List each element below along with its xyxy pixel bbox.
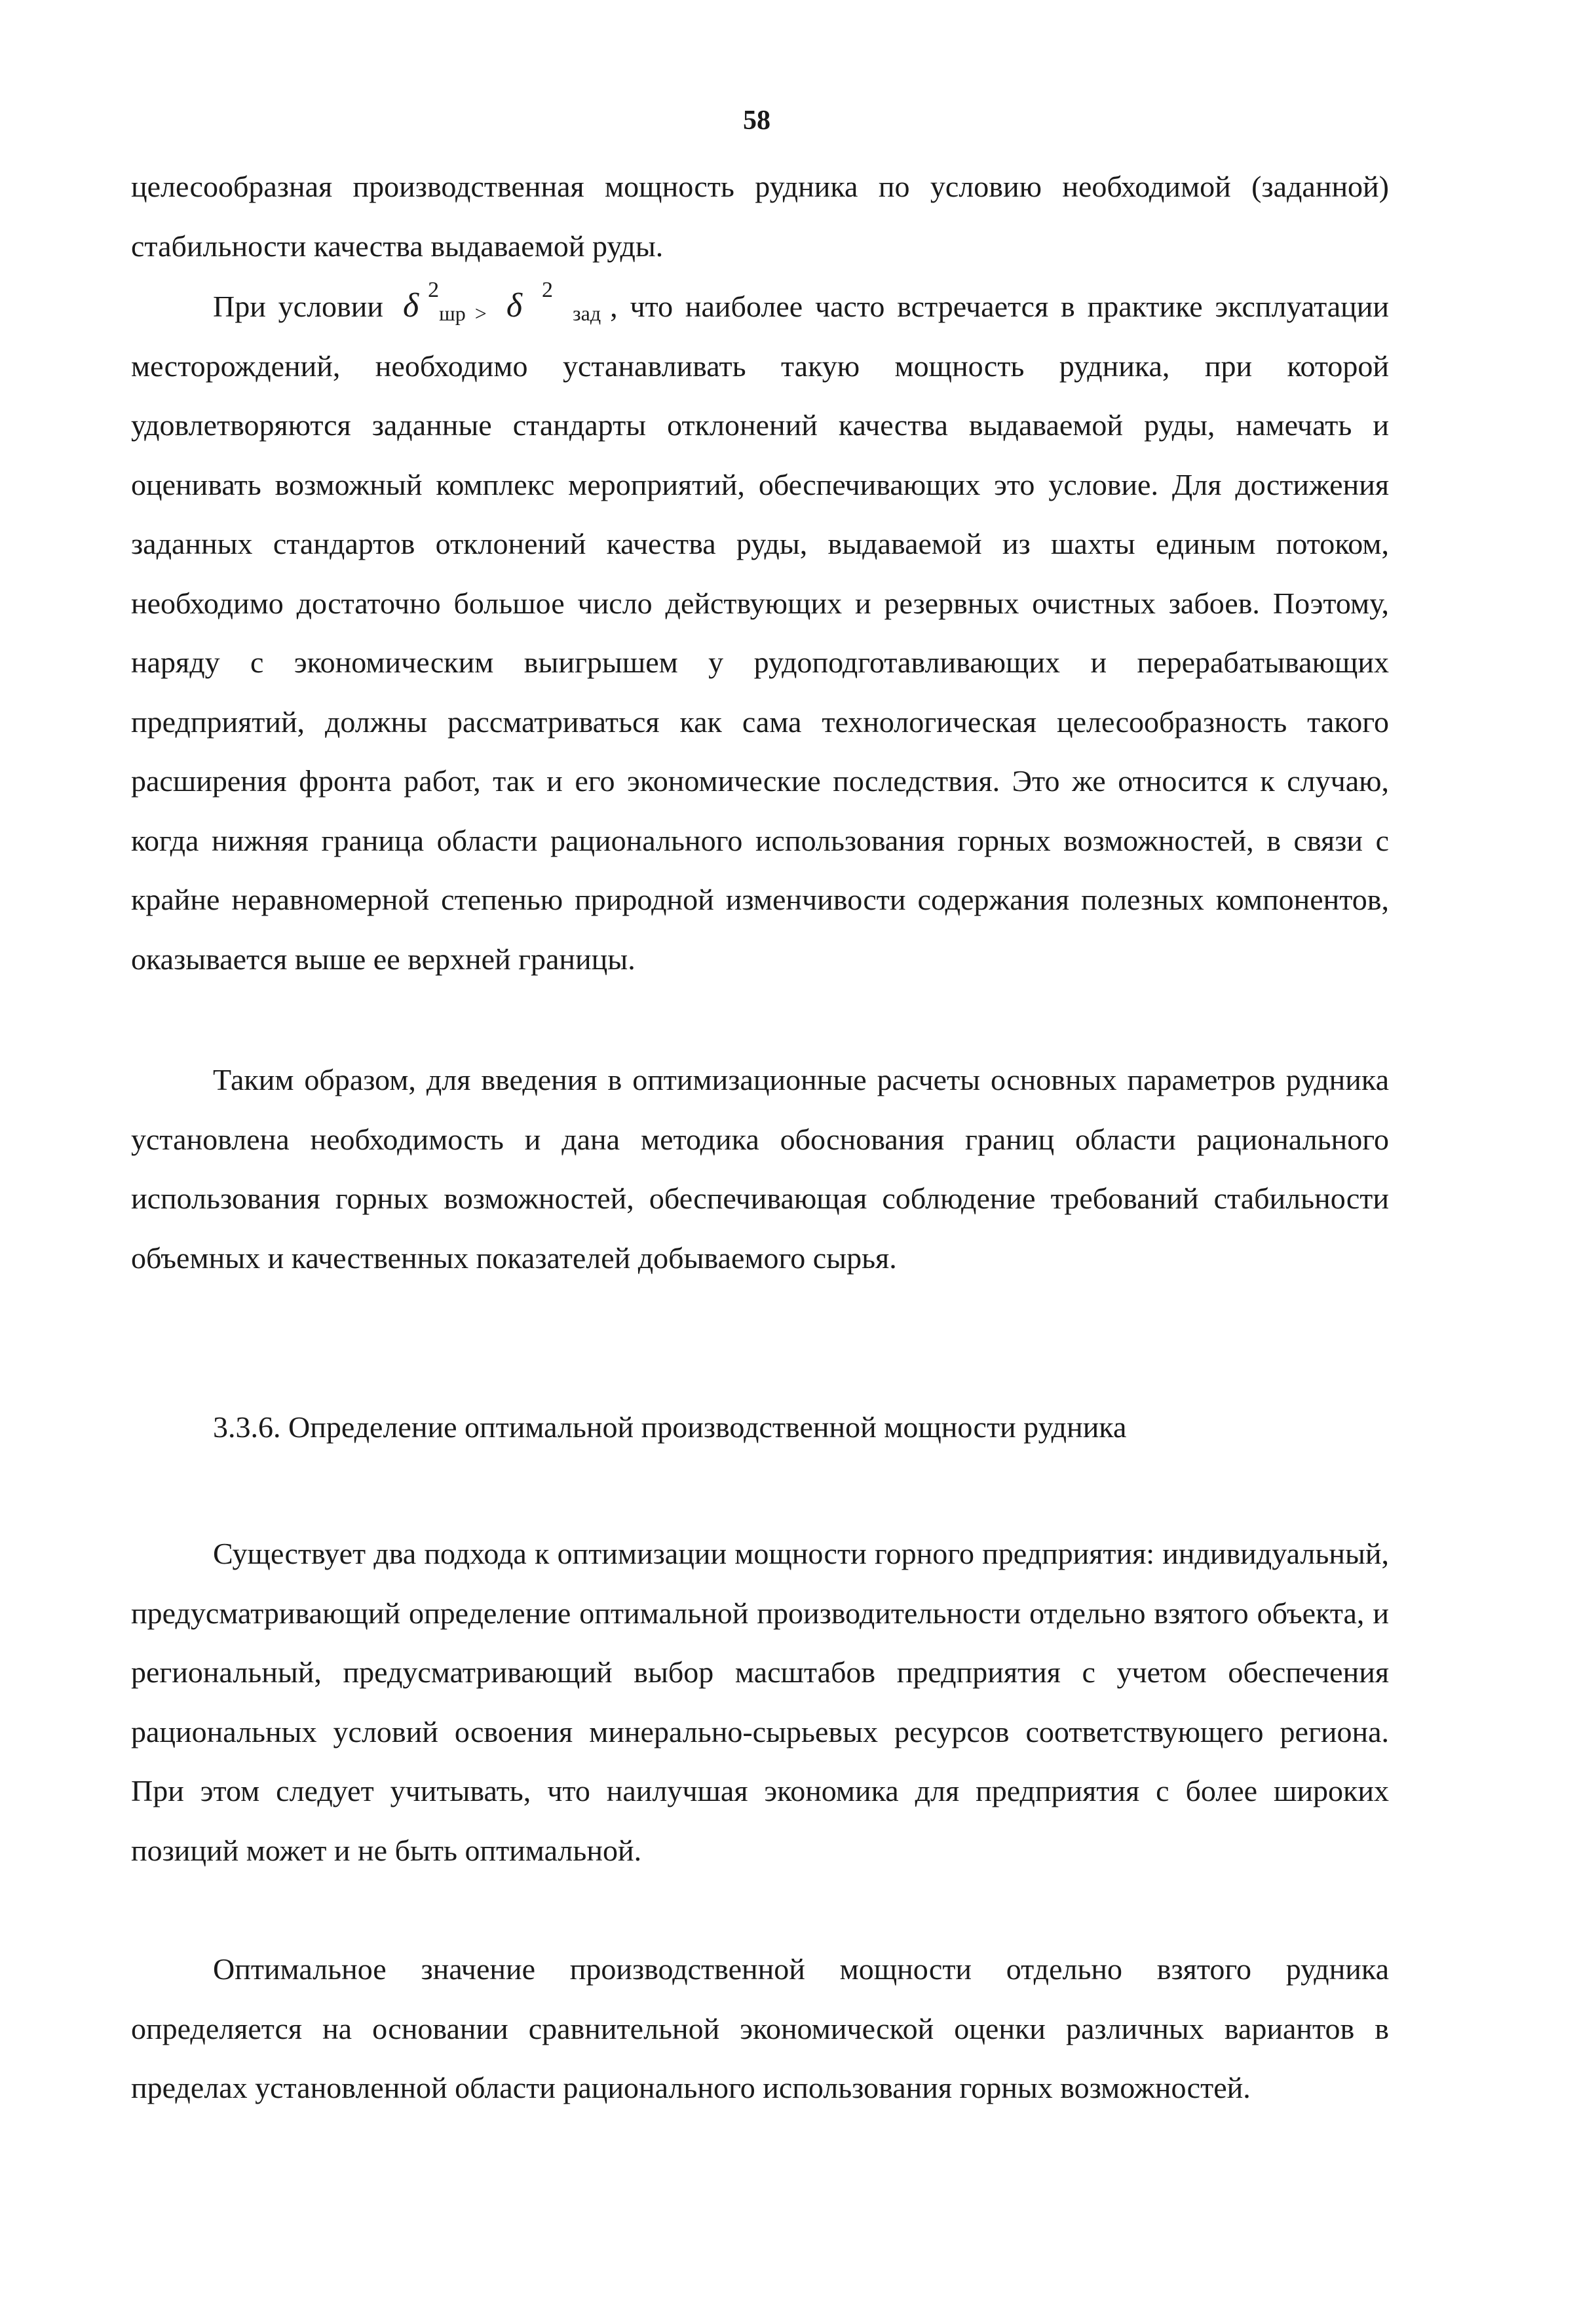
subscript: шр xyxy=(439,301,466,325)
exponent: 2 xyxy=(428,278,440,302)
greater-than-operator: > xyxy=(474,301,487,325)
delta-symbol: δ xyxy=(506,287,523,324)
exponent: 2 xyxy=(542,278,554,302)
paragraph-text: Таким образом, для введения в оптимизационные расчеты основных параметров рудника установлена необходимость и дана методика обоснования границ области рационального использования горных возможностей, обеспечивающая соблюдение требований стабильности объемных и качественных показателей добываемого сырья. xyxy=(131,1063,1389,1275)
paragraph-text: целесообразная производственная мощность рудника по условию необходимой (заданной) стабильности качества выдаваемой руды. xyxy=(131,170,1389,263)
subscript: зад xyxy=(573,301,601,325)
section-heading: 3.3.6. Определение оптимальной производственной мощности рудника xyxy=(213,1410,1127,1444)
page-number: 58 xyxy=(743,106,770,136)
paragraph-approaches xyxy=(131,1524,1389,1880)
paragraph-optimal-value xyxy=(131,1940,1389,2118)
paragraph-prefix: При условии xyxy=(213,290,383,323)
paragraph-text: Существует два подхода к оптимизации мощности горного предприятия: индивидуальный, предусматривающий определение оптимальной производительности отдельно взятого объекта, и региональный, предусматривающий выбор масштабов предприятия с учетом обеспечения рациональных условий освоения минерально-сырьевых ресурсов соответствующего региона. При этом следует учитывать, что наилучшая экономика для предприятия с более широких позиций может и не быть оптимальной. xyxy=(131,1537,1389,1867)
paragraph-text: Оптимальное значение производственной мощности отдельно взятого рудника определяется на основании сравнительной экономической оценки различных вариантов в пределах установленной области рационального использования горных возможностей. xyxy=(131,1952,1389,2104)
paragraph-text: , что наиболее часто встречается в практике эксплуатации месторождений, необходимо устанавливать такую мощность рудника, при которой удовлетворяются заданные стандарты отклонений качества выдаваемой руды, намечать и оценивать возможный комплекс мероприятий, обеспечивающих это условие. Для достижения заданных стандартов отклонений качества руды, выдаваемой из шахты единым потоком, необходимо достаточно большое число действующих и резервных очистных забоев. Поэтому, наряду с экономическим выигрышем у рудоподготавливающих и перерабатывающих предприятий, должны рассматриваться как сама технологическая целесообразность такого расширения фронта работ, так и его экономические последствия. Это же относится к случаю, когда нижняя граница области рационального использования горных возможностей, в связи с крайне неравномерной степенью природной изменчивости содержания полезных компонентов, оказывается выше ее верхней границы. xyxy=(131,290,1389,976)
delta-inequality-formula xyxy=(402,278,601,325)
paragraph-conclusion xyxy=(131,1051,1389,1288)
paragraph-continuation xyxy=(131,157,1389,276)
paragraph-condition xyxy=(131,277,1389,989)
delta-symbol: δ xyxy=(402,287,419,324)
